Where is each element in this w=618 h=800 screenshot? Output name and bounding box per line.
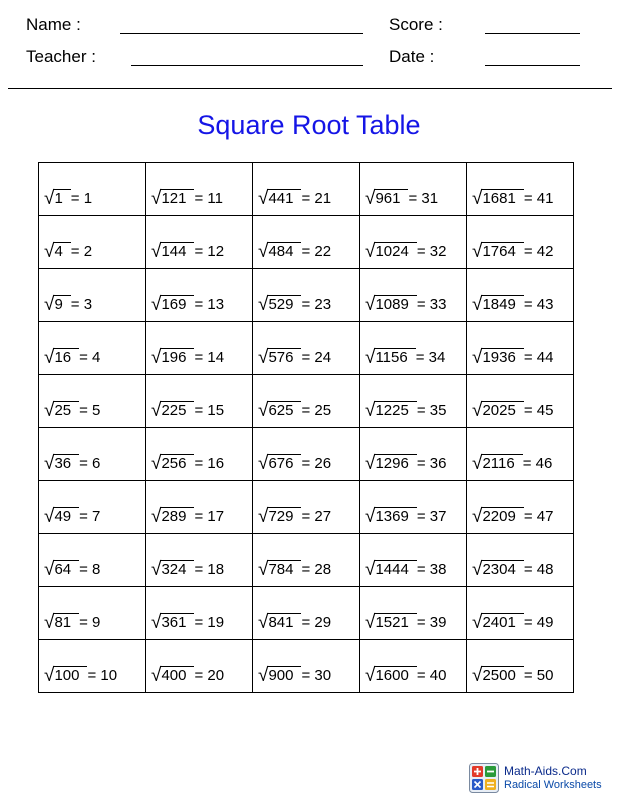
radical-sign: √: [151, 294, 162, 315]
square-root-entry: [467, 613, 573, 639]
score-field[interactable]: [485, 33, 580, 34]
result: = 5: [79, 402, 101, 419]
result: = 25: [301, 402, 332, 419]
table-cell: [360, 322, 467, 375]
radicand: 676: [267, 454, 301, 472]
table-cell: [39, 640, 146, 693]
radicand: 900: [267, 666, 301, 684]
radical-sign: √: [258, 241, 269, 262]
result: = 49: [523, 614, 554, 631]
radical-sign: √: [365, 453, 376, 474]
radical-sign: √: [44, 241, 55, 262]
square-root-entry: [467, 507, 573, 533]
square-root-entry: [467, 242, 573, 268]
radicand: 196: [160, 348, 194, 366]
radical-sign: √: [472, 347, 483, 368]
table-cell: [253, 216, 360, 269]
square-root-entry: [360, 613, 466, 639]
radical-sign: √: [258, 665, 269, 686]
radical-sign: √: [258, 400, 269, 421]
radical-sign: √: [151, 188, 162, 209]
result: = 21: [301, 190, 332, 207]
radical-sign: √: [365, 347, 376, 368]
radical-sign: √: [365, 612, 376, 633]
radical-sign: √: [472, 453, 483, 474]
result: = 19: [194, 614, 225, 631]
calculator-icon: [469, 763, 499, 793]
square-root-entry: [39, 613, 145, 639]
square-root-entry: [146, 613, 252, 639]
radical-sign: √: [151, 453, 162, 474]
radical-sign: √: [365, 241, 376, 262]
square-root-entry: [39, 348, 145, 374]
result: = 47: [523, 508, 554, 525]
result: = 29: [301, 614, 332, 631]
result: = 28: [301, 561, 332, 578]
radicand: 225: [160, 401, 194, 419]
table-cell: [146, 587, 253, 640]
radicand: 2304: [481, 560, 523, 578]
table-cell: [39, 163, 146, 216]
radical-sign: √: [258, 188, 269, 209]
table-cell: [146, 269, 253, 322]
radicand: 1089: [374, 295, 416, 313]
radicand: 1764: [481, 242, 523, 260]
table-cell: [39, 481, 146, 534]
result: = 10: [87, 667, 118, 684]
radicand: 841: [267, 613, 301, 631]
table-cell: [253, 428, 360, 481]
table-row: [39, 640, 574, 693]
square-root-entry: [467, 348, 573, 374]
radical-sign: √: [44, 506, 55, 527]
radicand: 1225: [374, 401, 416, 419]
table-cell: [467, 163, 574, 216]
table-row: [39, 428, 574, 481]
result: = 38: [416, 561, 447, 578]
result: = 27: [301, 508, 332, 525]
radicand: 576: [267, 348, 301, 366]
site-name: Math-Aids.Com: [504, 764, 587, 778]
radicand: 324: [160, 560, 194, 578]
teacher-field[interactable]: [131, 65, 363, 66]
square-root-entry: [253, 401, 359, 427]
radicand: 400: [160, 666, 194, 684]
table-row: [39, 322, 574, 375]
table-cell: [467, 375, 574, 428]
table-cell: [146, 322, 253, 375]
table-row: [39, 375, 574, 428]
radical-sign: √: [472, 188, 483, 209]
table-cell: [467, 322, 574, 375]
radicand: 1296: [374, 454, 416, 472]
radical-sign: √: [44, 400, 55, 421]
radicand: 361: [160, 613, 194, 631]
result: = 9: [79, 614, 101, 631]
table-cell: [253, 322, 360, 375]
result: = 31: [408, 190, 439, 207]
radical-sign: √: [472, 665, 483, 686]
table-cell: [467, 216, 574, 269]
radicand: 169: [160, 295, 194, 313]
table-cell: [467, 269, 574, 322]
radicand: 2401: [481, 613, 523, 631]
radicand: 784: [267, 560, 301, 578]
radical-sign: √: [258, 453, 269, 474]
square-root-entry: [360, 454, 466, 480]
radicand: 1521: [374, 613, 416, 631]
radicand: 25: [53, 401, 79, 419]
radical-sign: √: [44, 294, 55, 315]
table-cell: [146, 216, 253, 269]
result: = 2: [70, 243, 93, 260]
result: = 15: [194, 402, 225, 419]
radical-sign: √: [365, 294, 376, 315]
score-label: Score :: [389, 15, 443, 34]
square-root-entry: [467, 295, 573, 321]
square-root-entry: [253, 295, 359, 321]
square-root-entry: [146, 454, 252, 480]
square-root-entry: [253, 242, 359, 268]
result: = 17: [194, 508, 225, 525]
square-root-entry: [146, 295, 252, 321]
result: = 12: [194, 243, 225, 260]
table-row: [39, 481, 574, 534]
radicand: 256: [160, 454, 194, 472]
table-cell: [467, 534, 574, 587]
square-root-entry: [253, 507, 359, 533]
table-row: [39, 534, 574, 587]
result: = 14: [194, 349, 225, 366]
result: = 4: [79, 349, 101, 366]
table-cell: [253, 534, 360, 587]
radicand: 4: [53, 242, 70, 260]
site-branding: [504, 764, 602, 792]
result: = 40: [416, 667, 447, 684]
radical-sign: √: [365, 400, 376, 421]
result: = 11: [194, 190, 223, 207]
square-root-entry: [253, 454, 359, 480]
radical-sign: √: [472, 506, 483, 527]
square-root-entry: [39, 295, 145, 321]
square-root-entry: [467, 189, 573, 215]
radical-sign: √: [258, 347, 269, 368]
result: = 37: [416, 508, 447, 525]
result: = 32: [416, 243, 447, 260]
result: = 43: [523, 296, 554, 313]
table-cell: [39, 428, 146, 481]
table-cell: [253, 587, 360, 640]
result: = 13: [194, 296, 225, 313]
result: = 45: [523, 402, 554, 419]
radicand: 625: [267, 401, 301, 419]
radicand: 36: [53, 454, 79, 472]
square-root-entry: [146, 560, 252, 586]
square-root-entry: [467, 454, 573, 480]
table-cell: [146, 428, 253, 481]
result: = 20: [194, 667, 225, 684]
table-cell: [467, 428, 574, 481]
table-row: [39, 216, 574, 269]
square-root-table: [38, 162, 574, 693]
radicand: 1: [53, 189, 70, 207]
radicand: 1156: [374, 348, 415, 366]
result: = 16: [194, 455, 225, 472]
radicand: 64: [53, 560, 79, 578]
radical-sign: √: [151, 241, 162, 262]
radical-sign: √: [365, 559, 376, 580]
square-root-entry: [39, 189, 145, 215]
radical-sign: √: [151, 559, 162, 580]
radical-sign: √: [151, 400, 162, 421]
table-cell: [467, 481, 574, 534]
result: = 24: [301, 349, 332, 366]
radicand: 729: [267, 507, 301, 525]
result: = 35: [416, 402, 447, 419]
table-cell: [360, 269, 467, 322]
radicand: 1600: [374, 666, 416, 684]
radical-sign: √: [258, 559, 269, 580]
result: = 33: [416, 296, 447, 313]
radicand: 2025: [481, 401, 523, 419]
table-cell: [39, 216, 146, 269]
square-root-entry: [253, 613, 359, 639]
result: = 8: [79, 561, 101, 578]
result: = 44: [523, 349, 554, 366]
radical-sign: √: [44, 559, 55, 580]
square-root-entry: [39, 507, 145, 533]
radical-sign: √: [472, 241, 483, 262]
result: = 1: [70, 190, 93, 207]
radical-sign: √: [151, 612, 162, 633]
radicand: 121: [160, 189, 194, 207]
table-cell: [253, 269, 360, 322]
radicand: 2500: [481, 666, 523, 684]
result: = 26: [301, 455, 332, 472]
square-root-entry: [360, 348, 466, 374]
radical-sign: √: [151, 665, 162, 686]
radical-sign: √: [365, 506, 376, 527]
radical-sign: √: [472, 294, 483, 315]
square-root-entry: [146, 507, 252, 533]
table-cell: [39, 534, 146, 587]
table-cell: [146, 375, 253, 428]
radicand: 1936: [481, 348, 523, 366]
result: = 6: [79, 455, 101, 472]
table-cell: [146, 163, 253, 216]
site-subtitle: Radical Worksheets: [504, 779, 602, 791]
radicand: 81: [53, 613, 79, 631]
table-cell: [253, 375, 360, 428]
radicand: 1681: [481, 189, 523, 207]
radical-sign: √: [472, 400, 483, 421]
square-root-entry: [39, 666, 145, 692]
table-cell: [39, 269, 146, 322]
name-field[interactable]: [120, 33, 363, 34]
teacher-label: Teacher :: [26, 47, 96, 66]
result: = 7: [79, 508, 101, 525]
radical-sign: √: [44, 453, 55, 474]
radical-sign: √: [44, 188, 55, 209]
radicand: 9: [53, 295, 70, 313]
square-root-entry: [360, 507, 466, 533]
radical-sign: √: [365, 188, 376, 209]
square-root-entry: [467, 560, 573, 586]
radicand: 289: [160, 507, 194, 525]
radical-sign: √: [151, 347, 162, 368]
radicand: 1444: [374, 560, 416, 578]
result: = 36: [416, 455, 447, 472]
radicand: 16: [53, 348, 79, 366]
square-root-entry: [146, 189, 252, 215]
radical-sign: √: [151, 506, 162, 527]
square-root-entry: [360, 242, 466, 268]
radicand: 484: [267, 242, 301, 260]
radical-sign: √: [44, 347, 55, 368]
result: = 41: [523, 190, 554, 207]
result: = 18: [194, 561, 225, 578]
result: = 22: [301, 243, 332, 260]
square-root-entry: [253, 348, 359, 374]
table-cell: [146, 640, 253, 693]
square-root-entry: [146, 348, 252, 374]
table-cell: [253, 481, 360, 534]
table-cell: [39, 375, 146, 428]
table-cell: [360, 375, 467, 428]
table-cell: [360, 428, 467, 481]
radical-sign: √: [44, 612, 55, 633]
date-label: Date :: [389, 47, 435, 66]
table-cell: [360, 534, 467, 587]
table-cell: [39, 587, 146, 640]
square-root-entry: [253, 560, 359, 586]
table-cell: [39, 322, 146, 375]
table-cell: [146, 481, 253, 534]
radical-sign: √: [258, 612, 269, 633]
table-cell: [467, 587, 574, 640]
table-cell: [360, 640, 467, 693]
radical-sign: √: [365, 665, 376, 686]
result: = 23: [301, 296, 332, 313]
radicand: 2209: [481, 507, 523, 525]
table-cell: [360, 163, 467, 216]
table-cell: [253, 163, 360, 216]
header-divider: [8, 88, 612, 89]
square-root-entry: [146, 242, 252, 268]
radicand: 1024: [374, 242, 416, 260]
radicand: 100: [53, 666, 87, 684]
table-row: [39, 587, 574, 640]
square-root-entry: [360, 189, 466, 215]
table-cell: [360, 216, 467, 269]
radical-sign: √: [44, 665, 55, 686]
radicand: 144: [160, 242, 194, 260]
radical-sign: √: [472, 559, 483, 580]
result: = 42: [523, 243, 554, 260]
radicand: 441: [267, 189, 301, 207]
result: = 46: [522, 455, 553, 472]
table-cell: [360, 587, 467, 640]
result: = 50: [523, 667, 554, 684]
table-cell: [146, 534, 253, 587]
square-root-entry: [467, 401, 573, 427]
radicand: 529: [267, 295, 301, 313]
square-root-entry: [146, 666, 252, 692]
table-cell: [360, 481, 467, 534]
result: = 48: [523, 561, 554, 578]
square-root-entry: [253, 189, 359, 215]
radicand: 2116: [481, 454, 522, 472]
result: = 30: [301, 667, 332, 684]
result: = 3: [70, 296, 93, 313]
table-row: [39, 163, 574, 216]
square-root-entry: [467, 666, 573, 692]
square-root-entry: [253, 666, 359, 692]
page-title: Square Root Table: [197, 110, 421, 140]
result: = 34: [415, 349, 446, 366]
square-root-entry: [360, 666, 466, 692]
table-cell: [467, 640, 574, 693]
table-row: [39, 269, 574, 322]
radical-sign: √: [472, 612, 483, 633]
radical-sign: √: [258, 506, 269, 527]
radical-sign: √: [258, 294, 269, 315]
name-label: Name :: [26, 15, 81, 34]
radicand: 1369: [374, 507, 416, 525]
square-root-entry: [39, 401, 145, 427]
square-root-entry: [146, 401, 252, 427]
radicand: 1849: [481, 295, 523, 313]
radicand: 49: [53, 507, 79, 525]
radicand: 961: [374, 189, 408, 207]
square-root-entry: [39, 242, 145, 268]
square-root-entry: [360, 401, 466, 427]
square-root-entry: [360, 560, 466, 586]
date-field[interactable]: [485, 65, 580, 66]
table-cell: [253, 640, 360, 693]
square-root-entry: [39, 454, 145, 480]
square-root-entry: [360, 295, 466, 321]
square-root-entry: [39, 560, 145, 586]
result: = 39: [416, 614, 447, 631]
